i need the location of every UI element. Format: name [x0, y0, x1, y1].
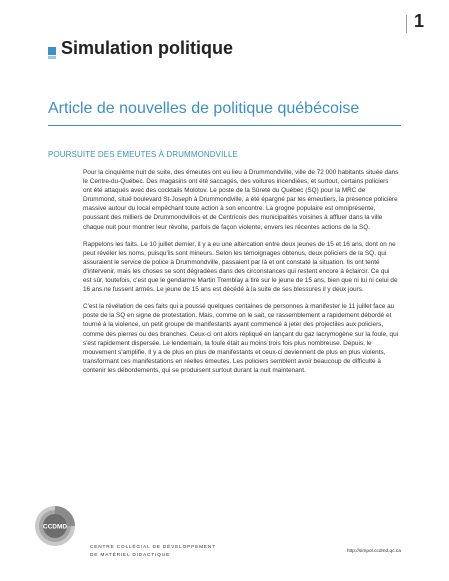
- ccdmd-logo: [34, 505, 76, 547]
- paragraph-3: C'est la révélation de ces faits qui a poussé quelques centaines de personnes à manifester le 11 juillet face au poste de la SQ en signe de protestation. Mais, comme on le sait, ce rassemblement a rapidement débordé et tourné à la violence, un petit groupe de manifestants ayant commencé à jeter des projectiles aux policiers, comme des pierres ou des branches. Ceux-ci ont alors répliqué en lançant du gaz lacrymogène sur la foule, qui s'est rapidement dispersée. Le lendemain, la foule était au moins trois fois plus nombreuse. Depuis, le mouvement s'amplifie. Il y a de plus en plus de manifestants et ceux-ci deviennent de plus en plus violents, transformant ces manifestations en réelles émeutes. Les policiers semblent avoir beaucoup de difficulté à contenir les débordements, qui se produisent surtout durant la nuit maintenant.: [83, 303, 399, 374]
- footer-url-link[interactable]: http://simpol.ccdmd.qc.ca: [346, 549, 401, 554]
- heading-divider: [48, 125, 401, 126]
- title-bullet-icon: [48, 47, 56, 55]
- page-number-divider: [406, 15, 407, 33]
- article-body: [83, 168, 399, 383]
- logo-text: CCDMD: [42, 523, 68, 531]
- org-name-line-1: CENTRE COLLÉGIAL DE DÉVELOPPEMENT: [90, 545, 216, 550]
- title-bullet-underline: [48, 56, 56, 59]
- page-title: Simulation politique: [61, 38, 233, 58]
- article-heading: Article de nouvelles de politique québécoise: [48, 100, 360, 117]
- page-number: 1: [414, 11, 425, 31]
- paragraph-1: Pour la cinquième nuit de suite, des émeutes ont eu lieu à Drummondville, ville de 72 000 habitants située dans le Centre-du-Québec. Des magasins ont été saccagés, des voitures incendiées, et surtout, certains policiers ont été attaqués avec des cocktails Molotov. Le poste de la Sûreté du Québec (SQ) pour la MRC de Drummond, situé boulevard St-Joseph à Drummondville, a été épargné par les émeutiers, la présence policière massive autour du local empêchant toute action à son encontre. La grogne populaire est omniprésente, poussant des milliers de Drummondvillois et de Centricois des municipalités voisines à affluer dans la ville chaque nuit pour montrer leur révolte, parfois de façon violente, envers les récentes actions de la SQ.: [83, 169, 399, 231]
- org-name-line-2: DE MATÉRIEL DIDACTIQUE: [90, 553, 170, 558]
- section-heading: POURSUITE DES ÉMEUTES À DRUMMONDVILLE: [48, 150, 238, 159]
- paragraph-2: Rappelons les faits. Le 10 juillet dernier, il y a eu une altercation entre deux jeunes de 15 et 16 ans, dont on ne peut révéler les noms, puisqu'ils sont mineurs. Selon les témoignages obtenus, deux policiers de la SQ, qui assuraient le service de police à Drummondville, passaient par là et ont constaté la situation. Ils ont tenté d'intervenir, mais les choses se sont dégradées dans des circonstances qui restent encore à éclaircir. Ce qui est sûr, toutefois, c'est que le gendarme Martin Tremblay a tiré sur le jeune de 15 ans, bien que ni lui ni celui de 16 ans ne fussent armés. Le jeune de 15 ans est décédé à la suite de ses blessures il y deux jours.: [83, 240, 398, 294]
